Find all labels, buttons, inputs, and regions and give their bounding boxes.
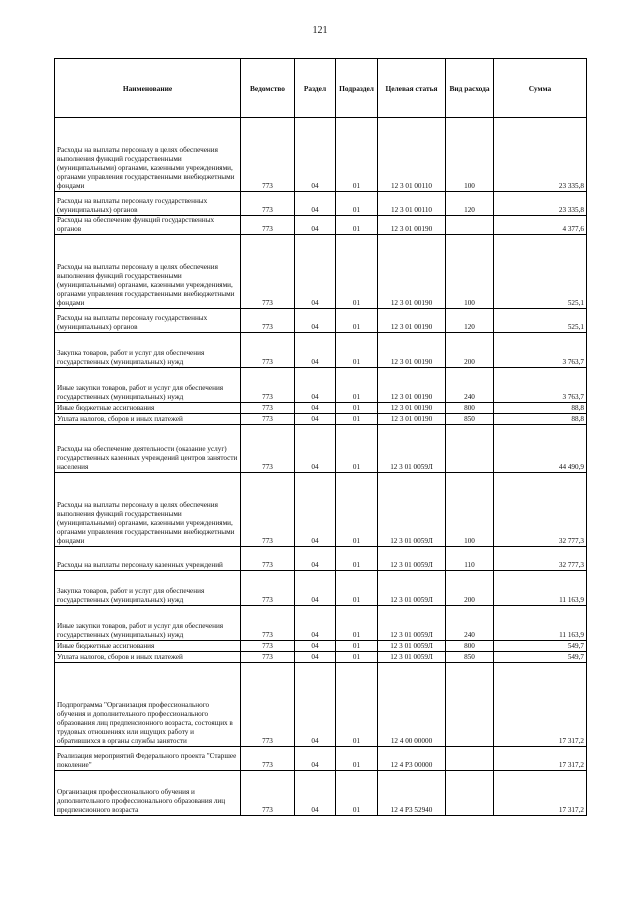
row-subsection: 01 <box>336 641 378 652</box>
table-row <box>55 652 587 663</box>
row-sum: 4 377,6 <box>494 216 587 235</box>
row-subsection: 01 <box>336 309 378 333</box>
row-name: Расходы на обеспечение функций государственных органов <box>55 216 241 235</box>
row-sum: 525,1 <box>494 235 587 309</box>
header-section: Раздел <box>295 59 336 118</box>
row-section: 04 <box>295 309 336 333</box>
row-section: 04 <box>295 118 336 192</box>
row-department: 773 <box>241 192 295 216</box>
header-expense-type: Вид расхода <box>446 59 494 118</box>
row-sum: 549,7 <box>494 641 587 652</box>
row-target-article: 12 3 01 00190 <box>378 414 446 425</box>
row-subsection: 01 <box>336 571 378 606</box>
row-expense-type <box>446 771 494 816</box>
row-section: 04 <box>295 571 336 606</box>
row-department: 773 <box>241 216 295 235</box>
header-department: Ведомство <box>241 59 295 118</box>
row-sum: 23 335,8 <box>494 118 587 192</box>
row-section: 04 <box>295 652 336 663</box>
table-row <box>55 414 587 425</box>
row-department: 773 <box>241 425 295 473</box>
table-row <box>55 771 587 816</box>
row-name: Расходы на выплаты персоналу казенных учреждений <box>55 547 241 571</box>
row-target-article: 12 3 01 0059Л <box>378 606 446 641</box>
row-department: 773 <box>241 473 295 547</box>
row-target-article: 12 4 P3 00000 <box>378 747 446 771</box>
row-name: Иные закупки товаров, работ и услуг для обеспечения государственных (муниципальных) нужд <box>55 606 241 641</box>
header-target-article: Целевая статья <box>378 59 446 118</box>
row-name: Расходы на выплаты персоналу в целях обеспечения выполнения функций государственными (муниципальными) органами, казенными учреждениями, органами управления государственными внебюджетными фондами <box>55 473 241 547</box>
row-sum: 17 317,2 <box>494 663 587 747</box>
row-name: Расходы на выплаты персоналу в целях обеспечения выполнения функций государственными (муниципальными) органами, казенными учреждениями, органами управления государственными внебюджетными фондами <box>55 235 241 309</box>
row-expense-type: 800 <box>446 641 494 652</box>
row-expense-type: 850 <box>446 414 494 425</box>
row-target-article: 12 3 01 0059Л <box>378 425 446 473</box>
row-target-article: 12 4 P3 52940 <box>378 771 446 816</box>
table-row <box>55 606 587 641</box>
row-name: Расходы на выплаты персоналу в целях обеспечения выполнения функций государственными (муниципальными) органами, казенными учреждениями, органами управления государственными внебюджетными фондами <box>55 118 241 192</box>
row-subsection: 01 <box>336 333 378 368</box>
row-section: 04 <box>295 425 336 473</box>
header-name: Наименование <box>55 59 241 118</box>
row-expense-type <box>446 216 494 235</box>
row-section: 04 <box>295 216 336 235</box>
row-section: 04 <box>295 641 336 652</box>
row-expense-type <box>446 747 494 771</box>
table-row <box>55 473 587 547</box>
row-department: 773 <box>241 403 295 414</box>
row-expense-type: 200 <box>446 571 494 606</box>
row-section: 04 <box>295 663 336 747</box>
table-row <box>55 333 587 368</box>
row-sum: 44 490,9 <box>494 425 587 473</box>
row-expense-type: 200 <box>446 333 494 368</box>
row-sum: 11 163,9 <box>494 571 587 606</box>
row-expense-type: 800 <box>446 403 494 414</box>
row-section: 04 <box>295 606 336 641</box>
row-department: 773 <box>241 118 295 192</box>
row-expense-type: 120 <box>446 309 494 333</box>
row-sum: 32 777,3 <box>494 473 587 547</box>
row-expense-type: 240 <box>446 368 494 403</box>
row-subsection: 01 <box>336 747 378 771</box>
row-name: Расходы на выплаты персоналу государственных (муниципальных) органов <box>55 192 241 216</box>
row-subsection: 01 <box>336 425 378 473</box>
row-name: Уплата налогов, сборов и иных платежей <box>55 414 241 425</box>
row-target-article: 12 3 01 0059Л <box>378 473 446 547</box>
row-target-article: 12 3 01 00190 <box>378 368 446 403</box>
row-expense-type: 120 <box>446 192 494 216</box>
row-sum: 3 763,7 <box>494 368 587 403</box>
row-target-article: 12 3 01 00190 <box>378 309 446 333</box>
row-target-article: 12 3 01 00190 <box>378 403 446 414</box>
row-target-article: 12 3 01 00110 <box>378 118 446 192</box>
row-target-article: 12 3 01 00190 <box>378 216 446 235</box>
row-department: 773 <box>241 663 295 747</box>
row-name: Иные бюджетные ассигнования <box>55 403 241 414</box>
row-section: 04 <box>295 368 336 403</box>
row-section: 04 <box>295 547 336 571</box>
row-subsection: 01 <box>336 368 378 403</box>
row-subsection: 01 <box>336 216 378 235</box>
row-target-article: 12 3 01 00190 <box>378 235 446 309</box>
row-expense-type: 100 <box>446 118 494 192</box>
table-row <box>55 235 587 309</box>
row-name: Уплата налогов, сборов и иных платежей <box>55 652 241 663</box>
row-name: Закупка товаров, работ и услуг для обеспечения государственных (муниципальных) нужд <box>55 333 241 368</box>
row-sum: 88,8 <box>494 403 587 414</box>
row-target-article: 12 3 01 0059Л <box>378 652 446 663</box>
header-sum: Сумма <box>494 59 587 118</box>
row-name: Иные закупки товаров, работ и услуг для обеспечения государственных (муниципальных) нужд <box>55 368 241 403</box>
row-subsection: 01 <box>336 403 378 414</box>
row-sum: 549,7 <box>494 652 587 663</box>
row-department: 773 <box>241 652 295 663</box>
row-expense-type <box>446 425 494 473</box>
row-section: 04 <box>295 192 336 216</box>
table-row <box>55 403 587 414</box>
row-sum: 17 317,2 <box>494 747 587 771</box>
row-subsection: 01 <box>336 663 378 747</box>
row-department: 773 <box>241 333 295 368</box>
row-subsection: 01 <box>336 652 378 663</box>
row-department: 773 <box>241 368 295 403</box>
header-subsection: Подраздел <box>336 59 378 118</box>
row-section: 04 <box>295 333 336 368</box>
table-row <box>55 118 587 192</box>
table-row <box>55 747 587 771</box>
row-department: 773 <box>241 641 295 652</box>
row-expense-type: 850 <box>446 652 494 663</box>
row-expense-type: 100 <box>446 473 494 547</box>
row-department: 773 <box>241 414 295 425</box>
row-department: 773 <box>241 547 295 571</box>
row-expense-type: 110 <box>446 547 494 571</box>
row-section: 04 <box>295 414 336 425</box>
row-sum: 88,8 <box>494 414 587 425</box>
row-sum: 11 163,9 <box>494 606 587 641</box>
row-expense-type: 240 <box>446 606 494 641</box>
table-row <box>55 547 587 571</box>
row-section: 04 <box>295 771 336 816</box>
row-target-article: 12 3 01 0059Л <box>378 571 446 606</box>
table-row <box>55 192 587 216</box>
row-department: 773 <box>241 747 295 771</box>
table-row <box>55 216 587 235</box>
row-subsection: 01 <box>336 414 378 425</box>
row-sum: 525,1 <box>494 309 587 333</box>
row-target-article: 12 4 00 00000 <box>378 663 446 747</box>
row-section: 04 <box>295 473 336 547</box>
row-department: 773 <box>241 571 295 606</box>
row-name: Подпрограмма "Организация профессионального обучения и дополнительного профессионального образования лиц предпенсионного возраста, состоящих в трудовых отношениях или ищущих работу и обратившихся в органы службы занятости <box>55 663 241 747</box>
page-number: 121 <box>312 25 328 36</box>
row-sum: 23 335,8 <box>494 192 587 216</box>
row-section: 04 <box>295 747 336 771</box>
table-row <box>55 368 587 403</box>
table-row <box>55 663 587 747</box>
table-row <box>55 641 587 652</box>
row-sum: 17 317,2 <box>494 771 587 816</box>
row-subsection: 01 <box>336 547 378 571</box>
row-expense-type: 100 <box>446 235 494 309</box>
row-subsection: 01 <box>336 473 378 547</box>
row-section: 04 <box>295 235 336 309</box>
row-department: 773 <box>241 235 295 309</box>
row-name: Закупка товаров, работ и услуг для обеспечения государственных (муниципальных) нужд <box>55 571 241 606</box>
row-section: 04 <box>295 403 336 414</box>
row-expense-type <box>446 663 494 747</box>
table-row <box>55 571 587 606</box>
row-subsection: 01 <box>336 192 378 216</box>
row-target-article: 12 3 01 00110 <box>378 192 446 216</box>
row-department: 773 <box>241 771 295 816</box>
row-name: Реализация мероприятий Федерального проекта "Старшее поколение" <box>55 747 241 771</box>
row-target-article: 12 3 01 00190 <box>378 333 446 368</box>
row-sum: 32 777,3 <box>494 547 587 571</box>
table-header-row <box>55 59 587 118</box>
row-sum: 3 763,7 <box>494 333 587 368</box>
row-subsection: 01 <box>336 118 378 192</box>
row-target-article: 12 3 01 0059Л <box>378 641 446 652</box>
row-name: Организация профессионального обучения и дополнительного профессионального образования лиц предпенсионного возраста <box>55 771 241 816</box>
row-subsection: 01 <box>336 771 378 816</box>
row-subsection: 01 <box>336 235 378 309</box>
table-row <box>55 309 587 333</box>
row-name: Расходы на обеспечение деятельности (оказание услуг) государственных казенных учреждений центров занятости населения <box>55 425 241 473</box>
row-name: Расходы на выплаты персоналу государственных (муниципальных) органов <box>55 309 241 333</box>
row-department: 773 <box>241 309 295 333</box>
row-subsection: 01 <box>336 606 378 641</box>
row-department: 773 <box>241 606 295 641</box>
budget-table <box>54 58 587 816</box>
row-target-article: 12 3 01 0059Л <box>378 547 446 571</box>
table-row <box>55 425 587 473</box>
row-name: Иные бюджетные ассигнования <box>55 641 241 652</box>
